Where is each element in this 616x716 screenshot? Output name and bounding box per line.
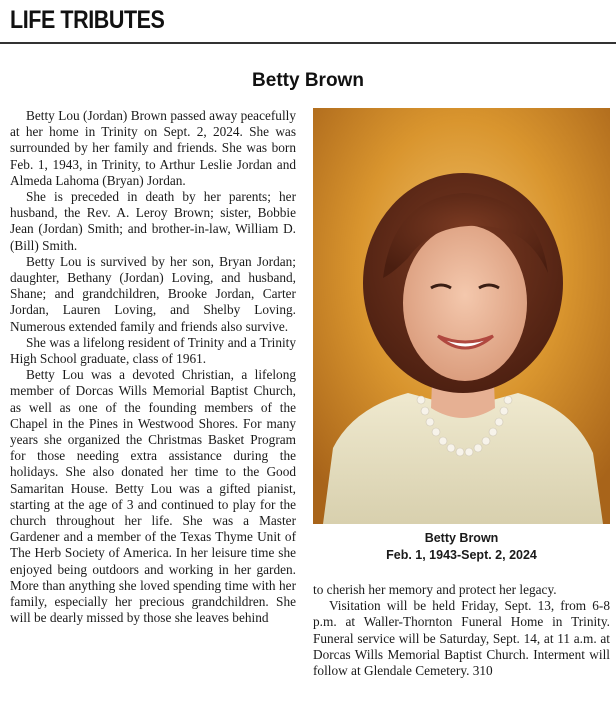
portrait-illustration <box>313 108 610 524</box>
paragraph: She was a lifelong resident of Trinity and a Trinity High School graduate, class of 1961. <box>10 334 296 367</box>
paragraph: Betty Lou was a devoted Christian, a lifelong member of Dorcas Wills Memorial Baptist Church, as well as one of the founding members of the Chapel in the Pines in Westwood Shores. For many years she organized the Christmas Basket Program for those needing extra assistance during the holidays. She also donated her time to the Good Samaritan House. Betty Lou was a gifted pianist, starting at the age of 3 and continued to play for the church throughout her life. She was a Master Gardener and a member of the Texas Thyme Unit of The Herb Society of America. In her leisure time she enjoyed being outdoors and working in her garden. More than anything she loved spending time with her family, especially her precious grandchildren. She will be dearly missed by those she leaves behind <box>10 367 296 626</box>
portrait-photo <box>313 108 610 524</box>
header-rule <box>0 42 616 44</box>
obituary-body-right-column <box>313 582 610 679</box>
obituary-name: Betty Brown <box>252 70 364 91</box>
paragraph: She is preceded in death by her parents; her husband, the Rev. A. Leroy Brown; sister, Bobbie Jean (Jordan) Smith; and brother-in-law, William D. (Bill) Smith. <box>10 189 296 253</box>
obituary-body-left-column <box>10 108 296 627</box>
caption-dates: Feb. 1, 1943-Sept. 2, 2024 <box>386 548 537 562</box>
paragraph: Betty Lou is survived by her son, Bryan Jordan; daughter, Bethany (Jordan) Loving, and husband, Shane; and grandchildren, Brooke Jordan, Carter Jordan, Lauren Loving, and Shelby Loving. Numerous extended family and friends also survive. <box>10 253 296 334</box>
caption-name: Betty Brown <box>424 531 499 545</box>
paragraph: Visitation will be held Friday, Sept. 13, from 6-8 p.m. at Waller-Thornton Funeral Home in Trinity. Funeral service will be Saturday, Sept. 14, at 11 a.m. at Dorcas Wills Memorial Baptist Church. Interment will follow at Glendale Cemetery. 310 <box>313 598 610 679</box>
paragraph: Betty Lou (Jordan) Brown passed away peacefully at her home in Trinity on Sept. 2, 2024. She was surrounded by her family and friends. She was born Feb. 1, 1943, in Trinity, to Arthur Leslie Jordan and Almeda Lahoma (Bryan) Jordan. <box>10 108 296 188</box>
photo-caption <box>313 530 610 564</box>
paragraph: to cherish her memory and protect her legacy. <box>313 582 557 597</box>
section-title: LIFE TRIBUTES <box>10 6 165 34</box>
